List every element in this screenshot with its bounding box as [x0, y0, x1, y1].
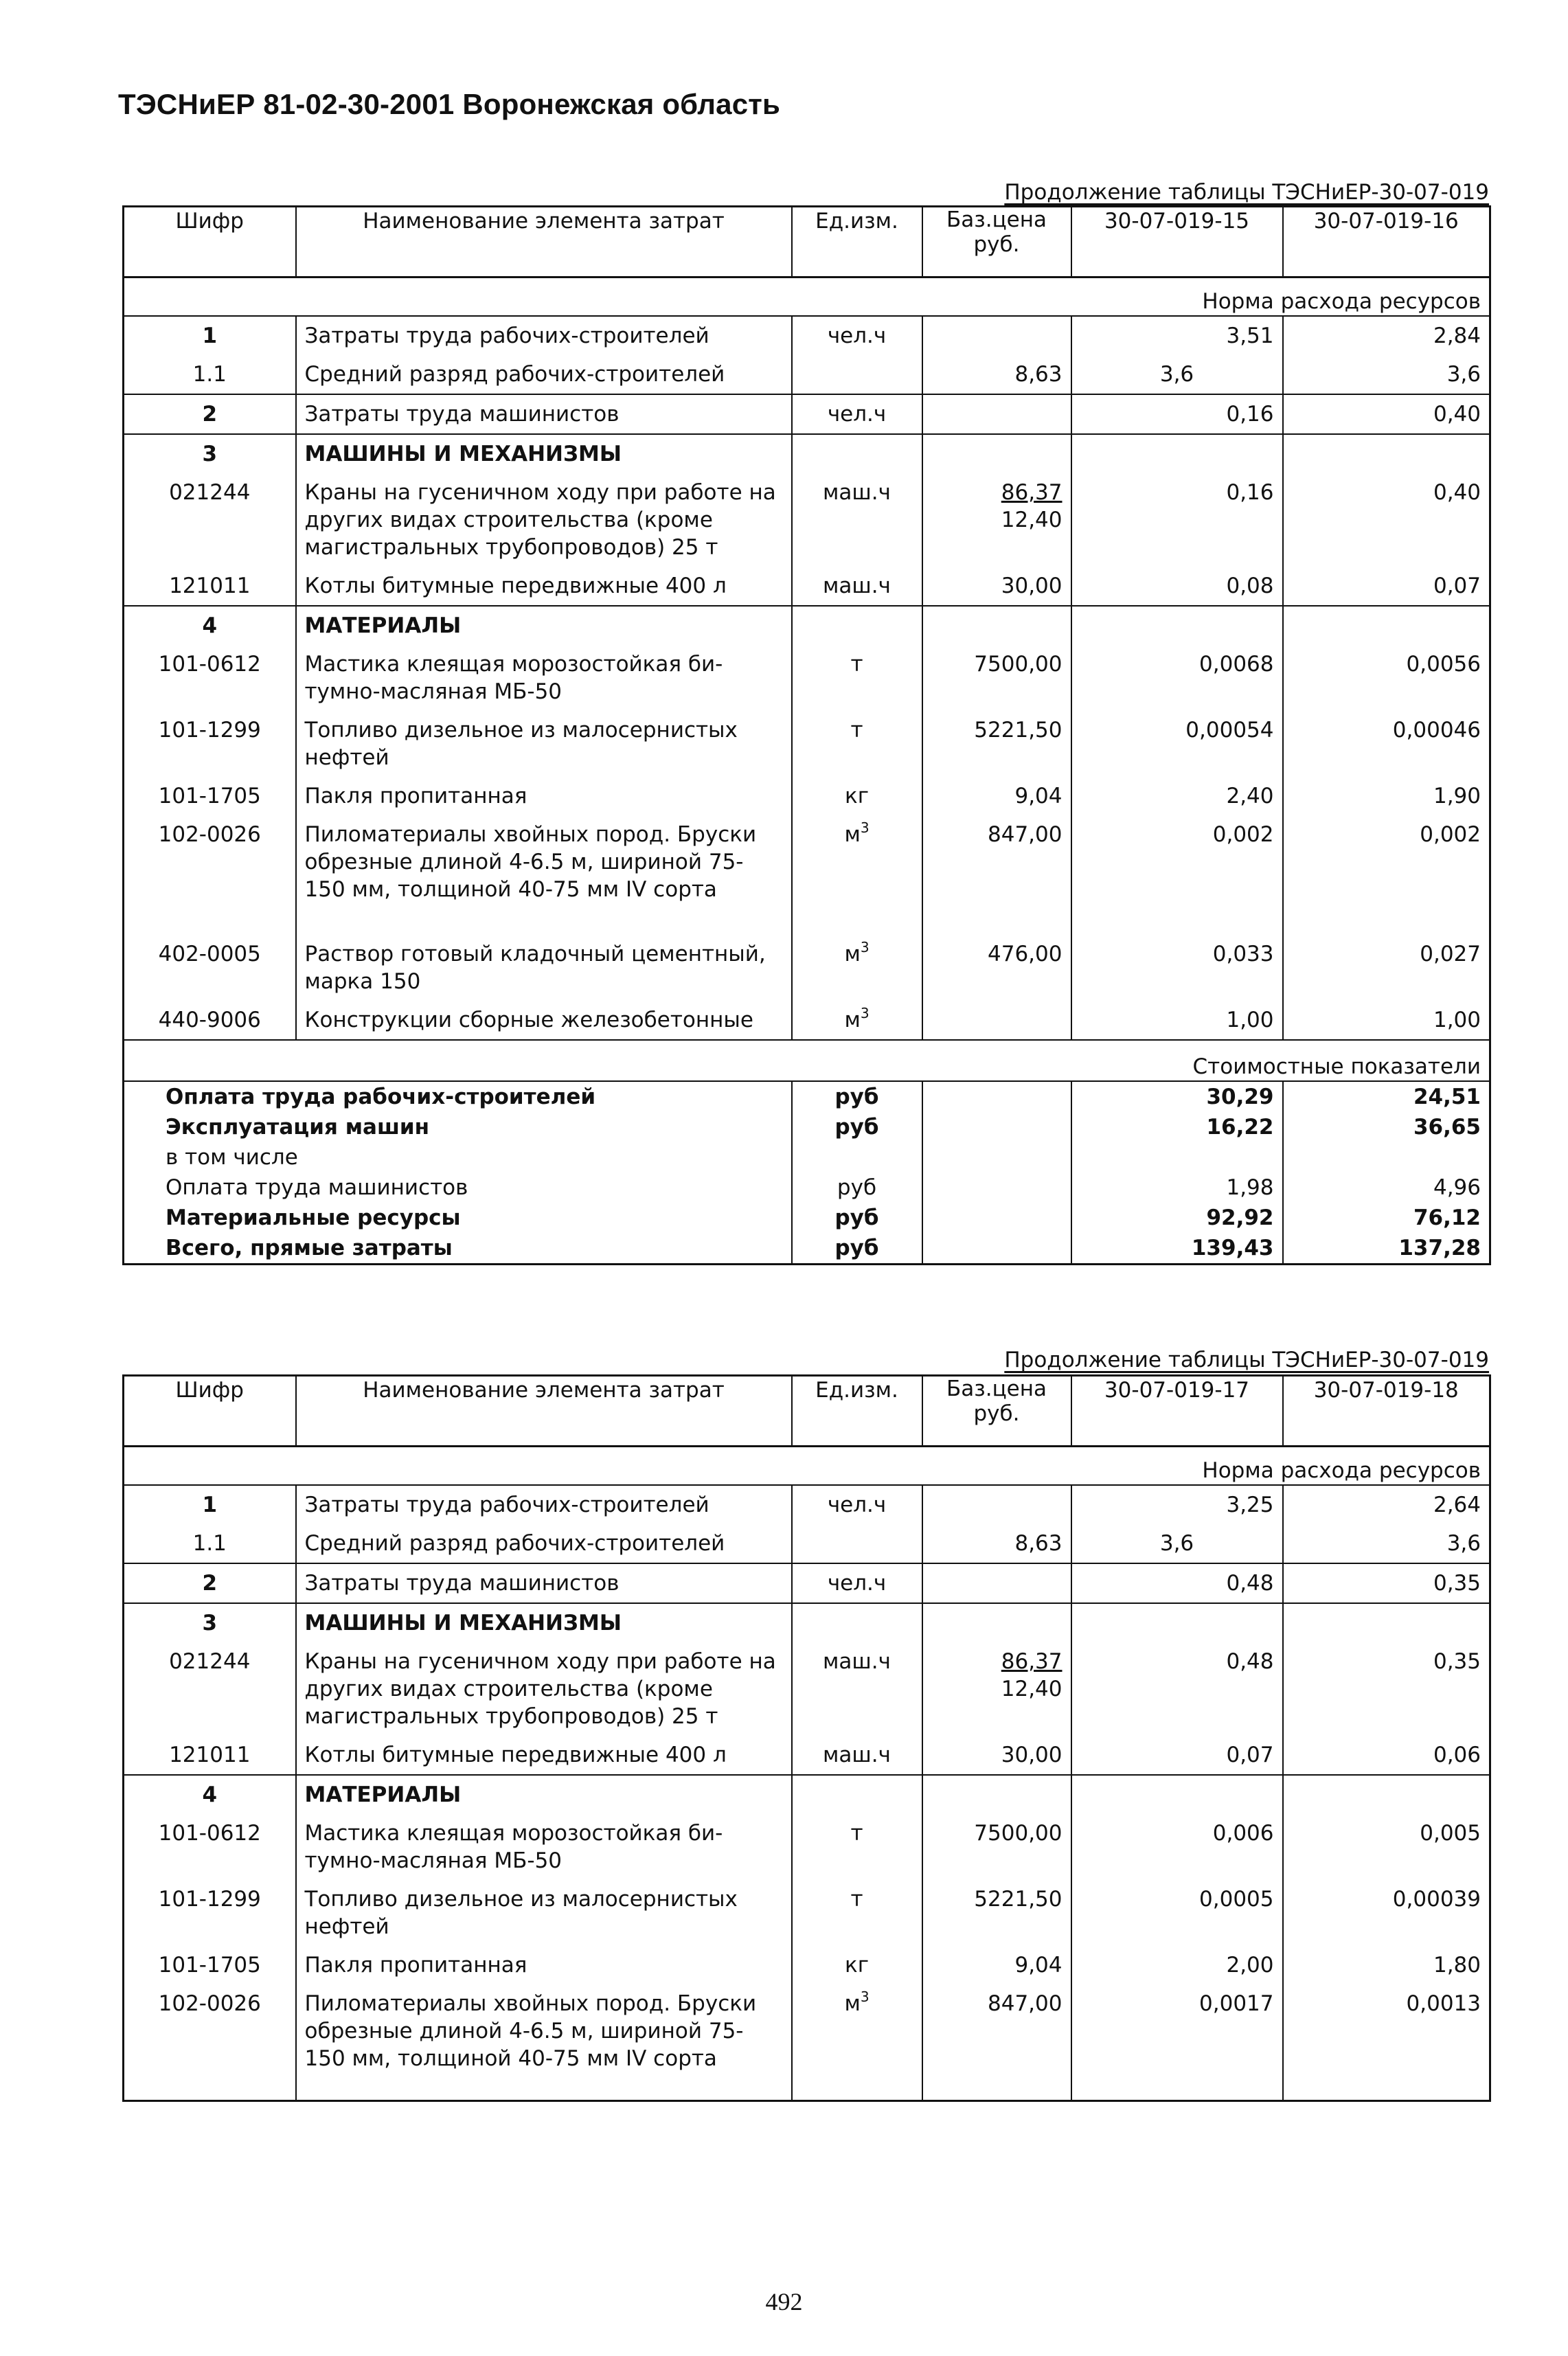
table-cell [1071, 1775, 1283, 1814]
table-cell: т [792, 645, 922, 711]
table-cell: 3,6 [1071, 355, 1283, 394]
table-cell: 3 [124, 434, 296, 473]
table-cell: руб [792, 1203, 922, 1233]
table-cell: 2 [124, 394, 296, 434]
table-cell: Раствор готовый кладочный цементный, марка 150 [296, 935, 792, 1001]
table-cell [1071, 434, 1283, 473]
table-cell: Конструкции сборные железобетонные [296, 1001, 792, 1040]
table-continuation-label: Продолжение таблицы ТЭСНиЕР-30-07-019 [1004, 1348, 1489, 1372]
table-cell: 7500,00 [922, 1814, 1071, 1880]
table-row [124, 1984, 1490, 2101]
table-cell: 1.1 [124, 1524, 296, 1563]
table-cell [792, 606, 922, 645]
table-cell: Затраты труда рабочих-строителей [296, 316, 792, 355]
table-cell [922, 1203, 1071, 1233]
table-cell: Краны на гусеничном ходу при работе на других видах строительства (кроме магистральных трубопроводов) 25 т [296, 473, 792, 567]
table-cell [1283, 1775, 1490, 1814]
norms-table-2 [122, 1374, 1491, 2102]
table-row [124, 777, 1490, 815]
table-cell: Затраты труда машинистов [296, 1563, 792, 1603]
table-cell: Топливо дизельное из малосернистых нефтей [296, 1880, 792, 1946]
table-cell: 8,63 [922, 355, 1071, 394]
table-cell [922, 1142, 1071, 1173]
table-cell: Затраты труда рабочих-строителей [296, 1485, 792, 1524]
table-cell [792, 1775, 922, 1814]
norm-section-label: Норма расхода ресурсов [124, 1457, 1490, 1485]
norms-table-1 [122, 205, 1491, 1265]
table-cell: 7500,00 [922, 645, 1071, 711]
table-cell: 0,06 [1283, 1736, 1490, 1775]
table-cell: $м^3$ [792, 935, 922, 1001]
table-row [124, 288, 1490, 316]
col-header-b: 30-07-019-18 [1283, 1376, 1490, 1447]
table-cell [922, 1112, 1071, 1142]
table-cell [922, 434, 1071, 473]
table-cell: 0,16 [1071, 473, 1283, 567]
table-cell: МАТЕРИАЛЫ [296, 1775, 792, 1814]
table-row [124, 1946, 1490, 1984]
table-cell: 021244 [124, 1642, 296, 1736]
table-cell: 30,00 [922, 1736, 1071, 1775]
table-cell: Котлы битумные передвижные 400 л [296, 1736, 792, 1775]
table-cell: 1,00 [1071, 1001, 1283, 1040]
table-cell: 4 [124, 1775, 296, 1814]
table-cell: 3 [124, 1603, 296, 1642]
table-cell: 5221,50 [922, 1880, 1071, 1946]
table-cell: 1.1 [124, 355, 296, 394]
table-cell: 0,0056 [1283, 645, 1490, 711]
table-cell: Краны на гусеничном ходу при работе на других видах строительства (кроме магистральных трубопроводов) 25 т [296, 1642, 792, 1736]
table-cell: 101-1705 [124, 1946, 296, 1984]
table-cell: 86,37 12,40 [922, 473, 1071, 567]
table-cell: т [792, 1814, 922, 1880]
table-cell: Материальные ресурсы [124, 1203, 792, 1233]
col-header-a: 30-07-019-17 [1071, 1376, 1283, 1447]
table-cell: Мастика клеящая морозостойкая би-тумно-масляная МБ-50 [296, 1814, 792, 1880]
table-row [124, 567, 1490, 606]
table-cell: чел.ч [792, 1485, 922, 1524]
table-cell: 2,84 [1283, 316, 1490, 355]
table-cell [1283, 1142, 1490, 1173]
table-cell: 76,12 [1283, 1203, 1490, 1233]
table-cell: 86,37 12,40 [922, 1642, 1071, 1736]
table-cell [1283, 434, 1490, 473]
table-cell [792, 434, 922, 473]
table-cell: 4 [124, 606, 296, 645]
document-title: ТЭСНиЕР 81-02-30-2001 Воронежская область [118, 88, 781, 120]
table-cell: 101-0612 [124, 645, 296, 711]
table-row [124, 1524, 1490, 1563]
table-cell: 0,00046 [1283, 711, 1490, 777]
table-cell: 9,04 [922, 777, 1071, 815]
table-cell: чел.ч [792, 1563, 922, 1603]
table-cell: 0,0013 [1283, 1984, 1490, 2101]
table-cell: 0,0005 [1071, 1880, 1283, 1946]
table-cell: 24,51 [1283, 1081, 1490, 1112]
table-cell: т [792, 711, 922, 777]
table-row [124, 1485, 1490, 1524]
table-row [124, 1001, 1490, 1040]
table-cell: 92,92 [1071, 1203, 1283, 1233]
table-cell: Пиломатериалы хвойных пород. Бруски обрезные длиной 4-6.5 м, шириной 75-150 мм, толщиной 40-75 мм IV сорта [296, 815, 792, 935]
table-cell: $м^3$ [792, 815, 922, 935]
section-row-materials [124, 606, 1490, 645]
table-cell [922, 1173, 1071, 1203]
table-cell: 101-0612 [124, 1814, 296, 1880]
table-cell: Пакля пропитанная [296, 1946, 792, 1984]
col-header-unit: Ед.изм. [792, 207, 922, 277]
table-cell: 0,48 [1071, 1642, 1283, 1736]
table-cell: 0,002 [1071, 815, 1283, 935]
table-cell: маш.ч [792, 473, 922, 567]
table-cell: 3,6 [1283, 1524, 1490, 1563]
table-cell: $м^3$ [792, 1001, 922, 1040]
table-cell: Оплата труда машинистов [124, 1173, 792, 1203]
table-cell: 0,027 [1283, 935, 1490, 1001]
page-number: 492 [765, 2288, 803, 2315]
table-cell [922, 1603, 1071, 1642]
table-row [124, 355, 1490, 394]
table-cell: 16,22 [1071, 1112, 1283, 1142]
table-row [124, 1814, 1490, 1880]
table-cell: 36,65 [1283, 1112, 1490, 1142]
table-cell: 0,48 [1071, 1563, 1283, 1603]
table-cell: руб [792, 1112, 922, 1142]
table-cell: МАШИНЫ И МЕХАНИЗМЫ [296, 434, 792, 473]
table-cell: Пакля пропитанная [296, 777, 792, 815]
table-cell: 0,00039 [1283, 1880, 1490, 1946]
col-header-name: Наименование элемента затрат [296, 1376, 792, 1447]
table-cell: 1,90 [1283, 777, 1490, 815]
table-row [124, 277, 1490, 288]
table-row [124, 711, 1490, 777]
table-cell: 847,00 [922, 815, 1071, 935]
table-cell: руб [792, 1081, 922, 1112]
table-cell [922, 606, 1071, 645]
table-cell: 0,40 [1283, 473, 1490, 567]
table-row [124, 394, 1490, 434]
table-cell [1283, 1603, 1490, 1642]
table-row [124, 1642, 1490, 1736]
table-row [124, 645, 1490, 711]
table-cell: $м^3$ [792, 1984, 922, 2101]
table-cell: 0,35 [1283, 1642, 1490, 1736]
table-row [124, 815, 1490, 935]
table-cell: т [792, 1880, 922, 1946]
table-cell: 0,00054 [1071, 711, 1283, 777]
section-row-machines [124, 434, 1490, 473]
table-cell: 3,6 [1071, 1524, 1283, 1563]
table-cell: 1,98 [1071, 1173, 1283, 1203]
table-cell [922, 1081, 1071, 1112]
table-header-row [124, 207, 1490, 277]
table-cell: 021244 [124, 473, 296, 567]
table-cell: кг [792, 1946, 922, 1984]
table-cell: 3,51 [1071, 316, 1283, 355]
total-row [124, 1233, 1490, 1265]
table-cell: 9,04 [922, 1946, 1071, 1984]
table-cell: в том числе [124, 1142, 792, 1173]
table-cell: 30,00 [922, 567, 1071, 606]
table-cell: Топливо дизельное из малосернистых нефтей [296, 711, 792, 777]
table-cell [922, 1233, 1071, 1265]
table-cell: Оплата труда рабочих-строителей [124, 1081, 792, 1112]
table-cell: 4,96 [1283, 1173, 1490, 1203]
table-cell: 2,64 [1283, 1485, 1490, 1524]
col-header-unit: Ед.изм. [792, 1376, 922, 1447]
table-cell [792, 1142, 922, 1173]
table-row [124, 935, 1490, 1001]
table-cell: 0,0017 [1071, 1984, 1283, 2101]
col-header-code: Шифр [124, 207, 296, 277]
table-row [124, 1040, 1490, 1081]
table-cell: 402-0005 [124, 935, 296, 1001]
table-continuation-label: Продолжение таблицы ТЭСНиЕР-30-07-019 [1004, 180, 1489, 205]
table-cell: маш.ч [792, 1642, 922, 1736]
table-row [124, 1736, 1490, 1775]
table-cell: 1 [124, 316, 296, 355]
col-header-name: Наименование элемента затрат [296, 207, 792, 277]
table-cell: Мастика клеящая морозостойкая би-тумно-масляная МБ-50 [296, 645, 792, 711]
table-cell: Затраты труда машинистов [296, 394, 792, 434]
table-row [124, 1457, 1490, 1485]
total-row [124, 1142, 1490, 1173]
table-cell: Всего, прямые затраты [124, 1233, 792, 1265]
table-cell: 102-0026 [124, 1984, 296, 2101]
table-cell [1071, 1603, 1283, 1642]
cost-section-label: Стоимостные показатели [124, 1040, 1490, 1081]
table-cell: маш.ч [792, 567, 922, 606]
table-cell [1071, 606, 1283, 645]
table-cell: Пиломатериалы хвойных пород. Бруски обрезные длиной 4-6.5 м, шириной 75-150 мм, толщиной 40-75 мм IV сорта [296, 1984, 792, 2101]
table-cell: 0,033 [1071, 935, 1283, 1001]
table-cell: кг [792, 777, 922, 815]
table-cell: МАШИНЫ И МЕХАНИЗМЫ [296, 1603, 792, 1642]
table-cell: 0,35 [1283, 1563, 1490, 1603]
table-cell: 8,63 [922, 1524, 1071, 1563]
table-row [124, 1880, 1490, 1946]
table-cell: 30,29 [1071, 1081, 1283, 1112]
total-row [124, 1203, 1490, 1233]
table-cell [124, 1447, 1490, 1458]
table-cell [792, 1603, 922, 1642]
table-cell: 0,08 [1071, 567, 1283, 606]
table-cell: маш.ч [792, 1736, 922, 1775]
table-cell: 0,07 [1071, 1736, 1283, 1775]
total-row [124, 1173, 1490, 1203]
table-cell [792, 355, 922, 394]
table-cell: 0,16 [1071, 394, 1283, 434]
table-cell: 3,25 [1071, 1485, 1283, 1524]
table-row [124, 1563, 1490, 1603]
table-cell [922, 1001, 1071, 1040]
col-header-code: Шифр [124, 1376, 296, 1447]
table-cell: 0,40 [1283, 394, 1490, 434]
table-cell: руб [792, 1173, 922, 1203]
table-cell: 121011 [124, 567, 296, 606]
table-cell: 0,07 [1283, 567, 1490, 606]
table-cell: 476,00 [922, 935, 1071, 1001]
table-cell: 440-9006 [124, 1001, 296, 1040]
table-header-row [124, 1376, 1490, 1447]
table-cell: чел.ч [792, 316, 922, 355]
table-cell: 0,005 [1283, 1814, 1490, 1880]
col-header-price: Баз.цена руб. [922, 1376, 1071, 1447]
table-cell: 101-1299 [124, 1880, 296, 1946]
norm-section-label: Норма расхода ресурсов [124, 288, 1490, 316]
table-cell: 2,00 [1071, 1946, 1283, 1984]
table-row [124, 473, 1490, 567]
table-cell [792, 1524, 922, 1563]
table-cell: 5221,50 [922, 711, 1071, 777]
table-cell: 1,00 [1283, 1001, 1490, 1040]
table-cell: 0,0068 [1071, 645, 1283, 711]
table-cell: Средний разряд рабочих-строителей [296, 1524, 792, 1563]
table-cell [124, 277, 1490, 288]
table-cell: 3,6 [1283, 355, 1490, 394]
table-cell: МАТЕРИАЛЫ [296, 606, 792, 645]
table-cell: 137,28 [1283, 1233, 1490, 1265]
section-row-materials [124, 1775, 1490, 1814]
table-cell: 1 [124, 1485, 296, 1524]
col-header-b: 30-07-019-16 [1283, 207, 1490, 277]
table-cell [922, 316, 1071, 355]
table-cell [922, 1775, 1071, 1814]
table-cell: 101-1299 [124, 711, 296, 777]
table-cell [922, 1485, 1071, 1524]
table-cell: 101-1705 [124, 777, 296, 815]
table-cell: 0,006 [1071, 1814, 1283, 1880]
table-cell [922, 1563, 1071, 1603]
table-cell: 1,80 [1283, 1946, 1490, 1984]
col-header-a: 30-07-019-15 [1071, 207, 1283, 277]
total-row [124, 1112, 1490, 1142]
section-row-machines [124, 1603, 1490, 1642]
table-cell: 139,43 [1071, 1233, 1283, 1265]
table-cell: 847,00 [922, 1984, 1071, 2101]
table-cell: 2,40 [1071, 777, 1283, 815]
table-cell: Эксплуатация машин [124, 1112, 792, 1142]
table-cell [1071, 1142, 1283, 1173]
table-cell: Средний разряд рабочих-строителей [296, 355, 792, 394]
table-cell [1283, 606, 1490, 645]
table-cell [922, 394, 1071, 434]
col-header-price: Баз.цена руб. [922, 207, 1071, 277]
table-cell: 121011 [124, 1736, 296, 1775]
table-cell: 102-0026 [124, 815, 296, 935]
table-row [124, 316, 1490, 355]
table-cell: 2 [124, 1563, 296, 1603]
table-cell: Котлы битумные передвижные 400 л [296, 567, 792, 606]
table-cell: руб [792, 1233, 922, 1265]
total-row [124, 1081, 1490, 1112]
table-cell: 0,002 [1283, 815, 1490, 935]
table-cell: чел.ч [792, 394, 922, 434]
table-row [124, 1447, 1490, 1458]
